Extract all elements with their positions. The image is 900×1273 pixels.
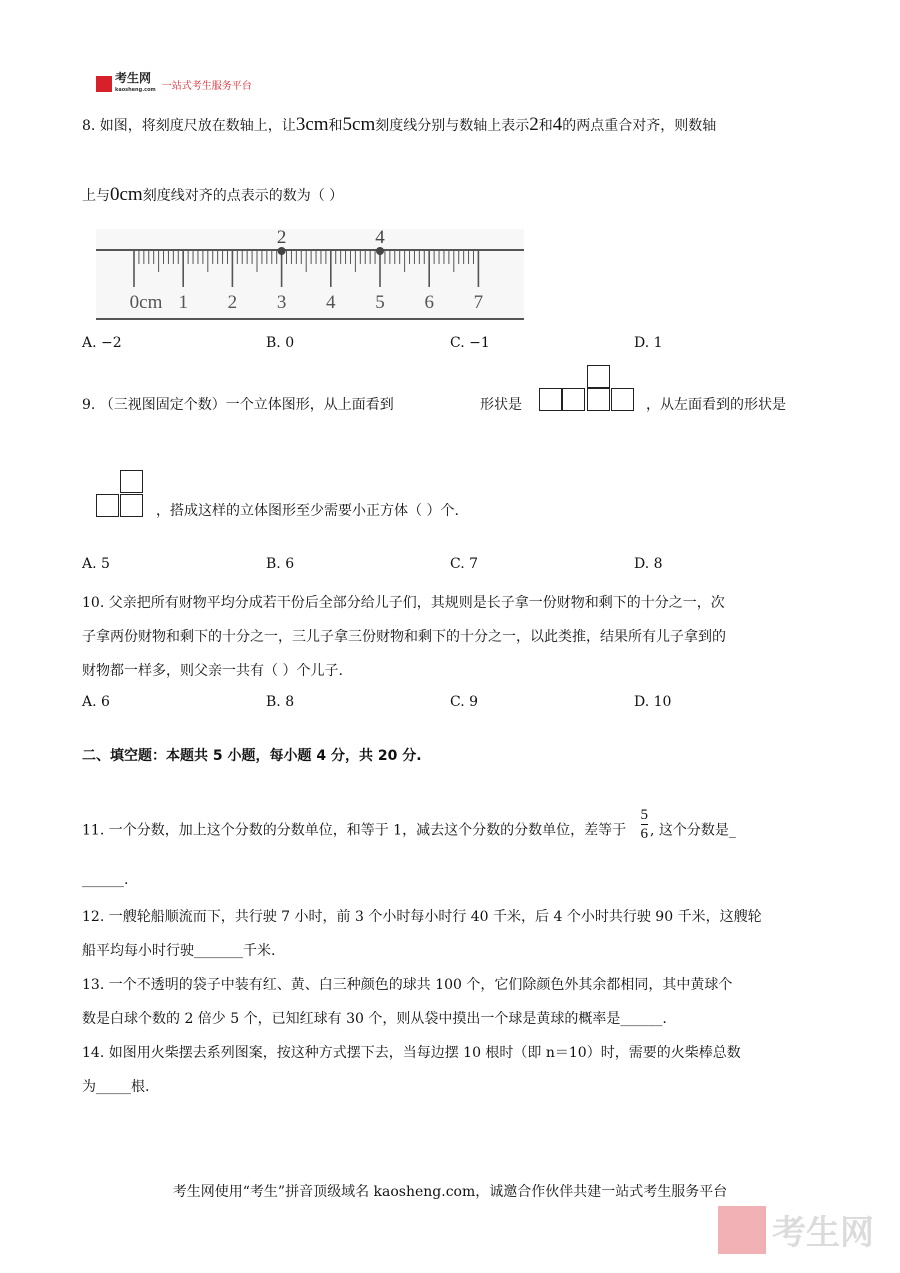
q10-line: 子拿两份财物和剩下的十分之一，三儿子拿三份财物和剩下的十分之一，以此类推，结果所有儿子拿到的 <box>82 629 726 645</box>
q14-line: 为_____根. <box>82 1079 150 1095</box>
slogan: 一站式考生服务平台 <box>161 80 252 92</box>
q9-option-c[interactable]: C. 7 <box>450 556 479 572</box>
q9-line2: ，搭成这样的立体图形至少需要小正方体（ ）个. <box>156 503 459 519</box>
text: 11. 一个分数，加上这个分数的分数单位，和等于 1，减去这个分数的分数单位，差等于 <box>82 822 627 839</box>
text: 上与 <box>82 188 110 204</box>
math: 4 <box>552 114 563 135</box>
q10-option-b[interactable]: B. 8 <box>266 694 295 710</box>
text: 刻度线分别与数轴上表示 <box>375 118 530 134</box>
q8-option-a[interactable]: A. −2 <box>82 335 122 351</box>
axis-label: 4 <box>375 227 385 248</box>
numerator: 5 <box>640 807 649 823</box>
q13-line: 数是白球个数的 2 倍少 5 个，已知红球有 30 个，则从袋中摸出一个球是黄球的概率是______. <box>82 1011 667 1027</box>
math: 2 <box>529 114 539 135</box>
q10-option-d[interactable]: D. 10 <box>634 694 672 710</box>
watermark <box>718 1205 874 1254</box>
q9-line1b: 形状是 <box>480 397 522 413</box>
q9-line1a: 9. （三视图固定个数）一个立体图形，从上面看到 <box>82 397 394 413</box>
q11-line2: ______. <box>82 872 129 888</box>
section-title: 二、填空题：本题共 5 小题，每小题 4 分，共 20 分. <box>82 748 422 764</box>
math: 0cm <box>110 184 143 205</box>
cm-label: 3 <box>276 292 287 313</box>
math: 5cm <box>342 114 376 135</box>
text: 和 <box>538 118 553 134</box>
cm-label: 4 <box>326 292 336 313</box>
axis-point <box>376 247 384 255</box>
q12-line: 船平均每小时行驶_______千米. <box>82 943 276 959</box>
q10-line: 财物都一样多，则父亲一共有（ ）个儿子. <box>82 663 343 679</box>
denominator: 6 <box>640 826 649 842</box>
q9-option-a[interactable]: A. 5 <box>82 556 110 572</box>
logo-domain: kaosheng.com <box>115 87 156 93</box>
ruler-figure <box>0 0 900 340</box>
cm-label: 7 <box>473 292 484 313</box>
footer-text: 考生网使用“考生”拼音顶级域名 kaosheng.com，诚邀合作伙伴共建一站式考生服务平台 <box>172 1184 728 1200</box>
q8-option-b[interactable]: B. 0 <box>266 335 295 351</box>
text: 的两点重合对齐，则数轴 <box>562 118 717 134</box>
q11-line1 <box>82 807 736 849</box>
text: , 这个分数是_ <box>650 822 736 839</box>
cm-label: 1 <box>178 292 188 313</box>
cm-label: 6 <box>424 292 434 313</box>
q8-option-c[interactable]: C. −1 <box>450 335 490 351</box>
q12-line: 12. 一艘轮船顺流而下，共行驶 7 小时，前 3 个小时每小时行 40 千米，后 4 个小时共行驶 90 千米，这艘轮 <box>82 909 762 925</box>
q14-line: 14. 如图用火柴摆去系列图案，按这种方式摆下去，当每边摆 10 根时（即 n＝10）时，需要的火柴棒总数 <box>82 1045 741 1061</box>
fraction <box>641 806 649 843</box>
cm-label: 0cm <box>129 292 163 313</box>
q10-option-a[interactable]: A. 6 <box>82 694 110 710</box>
axis-label: 2 <box>276 227 287 248</box>
q9-option-d[interactable]: D. 8 <box>634 556 663 572</box>
logo-icon <box>718 1206 766 1254</box>
q9-line1c: ，从左面看到的形状是 <box>646 397 786 413</box>
q10-option-c[interactable]: C. 9 <box>450 694 479 710</box>
axis-point <box>278 247 286 255</box>
text: 刻度线对齐的点表示的数为（ ） <box>142 188 344 204</box>
math: 3cm <box>295 114 329 135</box>
text: 和 <box>328 118 343 134</box>
q13-line: 13. 一个不透明的袋子中装有红、黄、白三种颜色的球共 100 个，它们除颜色外其余都相同，其中黄球个 <box>82 977 733 993</box>
q9-option-b[interactable]: B. 6 <box>266 556 295 572</box>
cm-label: 2 <box>227 292 238 313</box>
cm-label: 5 <box>375 292 385 313</box>
q10-line: 10. 父亲把所有财物平均分成若干份后全部分给儿子们，其规则是长子拿一份财物和剩下的十分之一，次 <box>82 595 725 611</box>
q8-option-d[interactable]: D. 1 <box>634 335 663 351</box>
text: 8. 如图，将刻度尺放在数轴上，让 <box>82 118 296 134</box>
logo-name: 考生网 <box>115 71 152 85</box>
watermark-text: 考生网 <box>772 1213 874 1253</box>
